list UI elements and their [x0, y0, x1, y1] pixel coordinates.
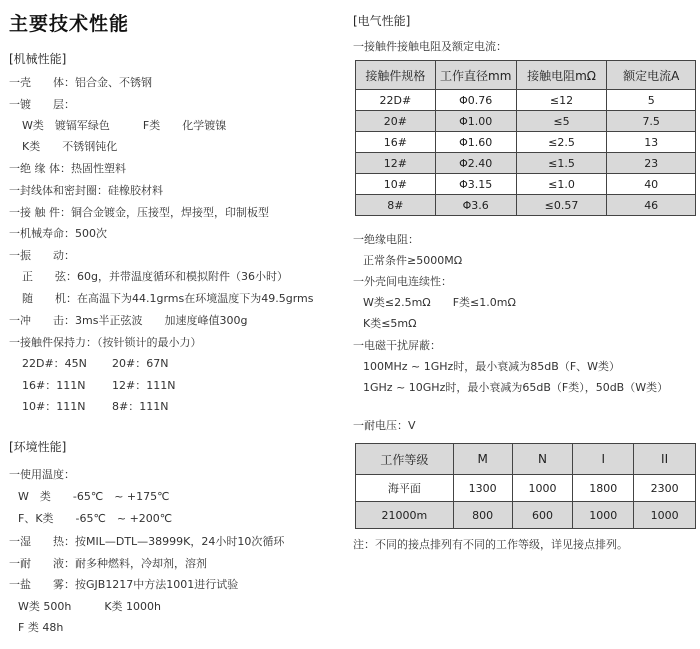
contact-current-table [355, 60, 696, 216]
insulator-spec: 一绝 缘 体：热固性塑料 [9, 162, 126, 175]
table-cell: ≤1.0 [516, 174, 607, 195]
table-header: N [512, 444, 573, 475]
table-cell: Φ1.60 [435, 132, 516, 153]
shell-continuity-wf: W类≤2.5mΩ F类≤1.0mΩ [363, 296, 516, 309]
temperature-fk-class: F、K类 -65℃ ~ +200℃ [18, 512, 173, 525]
mechanical-section-header: [机械性能] [9, 52, 67, 66]
table-cell: Φ2.40 [435, 153, 516, 174]
vibration-spec: 一振 动： [9, 249, 75, 262]
emi-shielding-title: 一电磁干扰屏蔽： [353, 339, 441, 352]
emi-shielding-range-2: 1GHz ~ 10GHz时，最小衰减为65dB（F类），50dB（W类） [363, 381, 669, 394]
table-cell: 21000m [356, 502, 454, 529]
insulation-resistance-title: 一绝缘电阻： [353, 233, 419, 246]
environment-section-header: [环境性能] [9, 440, 67, 454]
shock-spec: 一冲 击：3ms半正弦波 加速度峰值300g [9, 314, 248, 327]
contact-resistance-title: 一接触件接触电阻及额定电流： [353, 40, 507, 53]
shell-continuity-title: 一外壳间电连续性： [353, 275, 452, 288]
table-cell: 12# [356, 153, 436, 174]
table-row [356, 111, 696, 132]
table-row [356, 174, 696, 195]
insulation-resistance-value: 正常条件≥5000MΩ [363, 254, 463, 267]
table-cell: 2300 [634, 475, 696, 502]
table-cell: 1300 [453, 475, 512, 502]
table-cell: 40 [607, 174, 696, 195]
electrical-section-header: [电气性能] [353, 14, 411, 28]
table-header: 接触件规格 [356, 61, 436, 90]
shell-spec: 一壳 体：铝合金、不锈钢 [9, 76, 152, 89]
table-cell: 23 [607, 153, 696, 174]
table-cell: 海平面 [356, 475, 454, 502]
retention-value: 8#：111N [112, 400, 169, 413]
retention-force-title: 一接触件保持力：（按针锁计的最小力） [9, 336, 202, 349]
plating-spec: 一镀 层： [9, 98, 75, 111]
salt-spray-f-class: F 类 48h [18, 621, 64, 634]
sine-vibration-spec: 正 弦：60g，并带温度循环和模拟附件（36小时） [22, 270, 288, 283]
k-class-plating: K类 不锈钢钝化 [22, 140, 118, 153]
table-cell: 800 [453, 502, 512, 529]
table-row [356, 195, 696, 216]
withstand-voltage-table [355, 443, 696, 529]
retention-value: 20#：67N [112, 357, 169, 370]
table-header: 额定电流A [607, 61, 696, 90]
table-cell: ≤1.5 [516, 153, 607, 174]
table-row [356, 153, 696, 174]
salt-spray-wk-class: W类 500h K类 1000h [18, 600, 162, 613]
table-cell: 46 [607, 195, 696, 216]
fluid-resistance-spec: 一耐 液：耐多种燃料，冷却剂，溶剂 [9, 557, 207, 570]
withstand-voltage-title: 一耐电压：V [353, 419, 416, 432]
table-cell: Φ0.76 [435, 90, 516, 111]
table-cell: Φ3.6 [435, 195, 516, 216]
contact-spec: 一接 触 件：铜合金镀金，压接型，焊接型，印制板型 [9, 206, 269, 219]
table-row [356, 132, 696, 153]
table-cell: 8# [356, 195, 436, 216]
emi-shielding-range-1: 100MHz ~ 1GHz时，最小衰减为85dB（F、W类） [363, 360, 621, 373]
table-cell: 5 [607, 90, 696, 111]
table-cell: 7.5 [607, 111, 696, 132]
table-cell: 16# [356, 132, 436, 153]
table-cell: 1000 [573, 502, 634, 529]
page-title: 主要技术性能 [9, 13, 130, 35]
table-cell: ≤5 [516, 111, 607, 132]
operating-class-note: 注：不同的接点排列有不同的工作等级，详见接点排列。 [353, 538, 628, 551]
temperature-title: 一使用温度： [9, 468, 75, 481]
humidity-spec: 一湿 热：按MIL—DTL—38999K，24小时10次循环 [9, 535, 285, 548]
table-header: 接触电阻mΩ [516, 61, 607, 90]
retention-value: 10#：111N [22, 400, 86, 413]
table-row [356, 502, 696, 529]
table-header: 工作直径mm [435, 61, 516, 90]
temperature-w-class: W 类 -65℃ ~ +175℃ [18, 490, 170, 503]
random-vibration-spec: 随 机：在高温下为44.1grms在环境温度下为49.5grms [22, 292, 314, 305]
retention-value: 12#：111N [112, 379, 176, 392]
salt-spray-spec: 一盐 雾：按GJB1217中方法1001进行试验 [9, 578, 239, 591]
mechanical-life-spec: 一机械寿命：500次 [9, 227, 107, 240]
table-cell: Φ3.15 [435, 174, 516, 195]
retention-value: 16#：111N [22, 379, 86, 392]
table-cell: ≤2.5 [516, 132, 607, 153]
table-cell: 13 [607, 132, 696, 153]
table-cell: Φ1.00 [435, 111, 516, 132]
table-row [356, 90, 696, 111]
seal-spec: 一封线体和密封圈：硅橡胶材料 [9, 184, 163, 197]
table-header: I [573, 444, 634, 475]
table-cell: ≤0.57 [516, 195, 607, 216]
table-cell: 1000 [512, 475, 573, 502]
retention-value: 22D#：45N [22, 357, 87, 370]
table-cell: 1800 [573, 475, 634, 502]
table-cell: 20# [356, 111, 436, 132]
w-class-plating: W类 镀镉军绿色 F类 化学镀镍 [22, 119, 227, 132]
table-header: II [634, 444, 696, 475]
table-header: M [453, 444, 512, 475]
table-cell: 10# [356, 174, 436, 195]
table-cell: ≤12 [516, 90, 607, 111]
table-header: 工作等级 [356, 444, 454, 475]
table-cell: 22D# [356, 90, 436, 111]
table-cell: 600 [512, 502, 573, 529]
table-row [356, 475, 696, 502]
table-cell: 1000 [634, 502, 696, 529]
shell-continuity-k: K类≤5mΩ [363, 317, 417, 330]
